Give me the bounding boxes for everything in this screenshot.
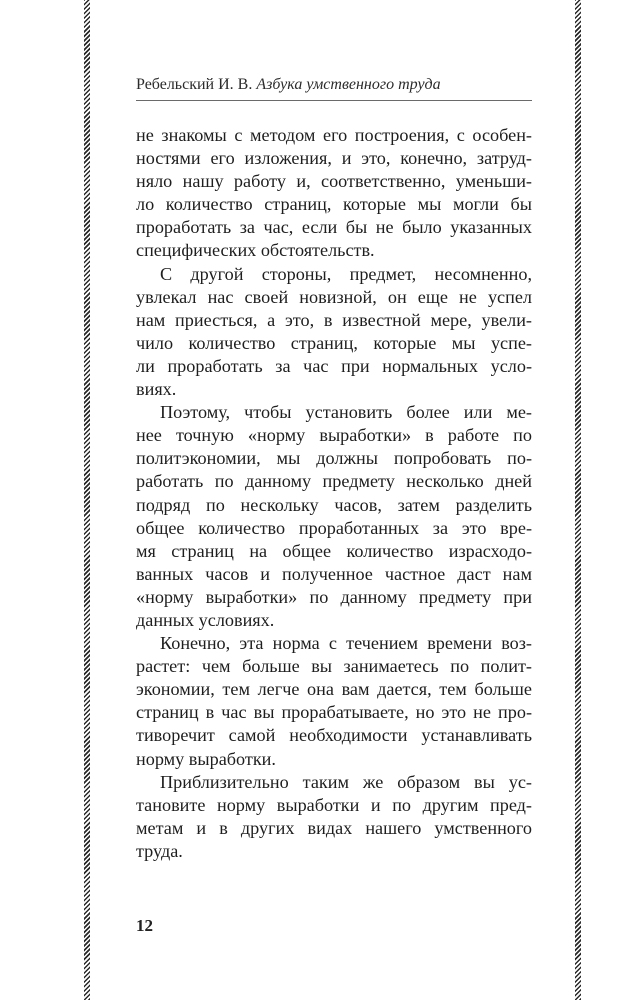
paragraph [136, 124, 532, 263]
text-line: ностями его изложения, и это, конечно, затруд- [136, 148, 532, 169]
running-head-title: Азбука умственного труда [256, 76, 441, 93]
text-line: данных условиях. [136, 609, 275, 630]
text-line: растет: чем больше вы занимаетесь по полит- [136, 656, 532, 677]
text-line: труда. [136, 840, 183, 861]
text-line: тиворечит самой необходимости устанавливать [136, 725, 532, 746]
text-line: чило количество страниц, которые мы успе- [136, 332, 532, 353]
text-line: тановите норму выработки и по другим пред- [136, 794, 532, 815]
body-text [136, 124, 532, 863]
text-line: нам приесться, а это, в известной мере, увели- [136, 309, 532, 330]
page-border-right [575, 0, 581, 1000]
text-line: Приблизительно таким же образом вы ус- [160, 771, 532, 792]
paragraph [136, 632, 532, 771]
page-number: 12 [136, 916, 153, 935]
text-line: нее точную «норму выработки» в работе по [136, 425, 532, 446]
text-line: С другой стороны, предмет, несомненно, [160, 263, 532, 284]
text-line: Поэтому, чтобы установить более или ме- [160, 402, 532, 423]
text-line: политэкономии, мы должны попробовать по- [136, 448, 532, 469]
running-head [136, 75, 532, 95]
text-line: норму выработки. [136, 748, 276, 769]
paragraph [136, 771, 532, 863]
header-rule [136, 100, 532, 101]
text-line: страниц в час вы прорабатываете, но это не про- [136, 702, 532, 723]
text-line: работать по данному предмету несколько дней [136, 471, 532, 492]
text-line: мя страниц на общее количество израсходо- [136, 540, 532, 561]
text-line: Конечно, эта норма с течением времени воз- [160, 633, 532, 654]
text-line: виях. [136, 379, 177, 400]
text-line: проработать за час, если бы не было указанных [136, 217, 532, 238]
text-line: экономии, тем легче она вам дается, тем больше [136, 679, 532, 700]
text-line: не знакомы с методом его построения, с особен- [136, 125, 532, 145]
running-head-author: Ребельский И. В. [136, 76, 253, 93]
text-line: ло количество страниц, которые мы могли бы [136, 194, 532, 215]
text-line: ванных часов и полученное частное даст нам [136, 563, 532, 584]
page-border-left [84, 0, 90, 1000]
text-line: увлекал нас своей новизной, он еще не успел [136, 286, 532, 307]
text-line: няло нашу работу и, соответственно, уменьши- [136, 171, 532, 192]
text-line: специфических обстоятельств. [136, 240, 375, 261]
paragraph [136, 401, 532, 632]
text-line: подряд по нескольку часов, затем разделить [136, 494, 532, 515]
text-line: метам и в других видах нашего умственного [136, 817, 532, 838]
paragraph [136, 263, 532, 402]
text-line: общее количество проработанных за это вре- [136, 517, 532, 538]
text-line: ли проработать за час при нормальных усло- [136, 355, 532, 376]
text-line: «норму выработки» по данному предмету при [136, 586, 532, 607]
